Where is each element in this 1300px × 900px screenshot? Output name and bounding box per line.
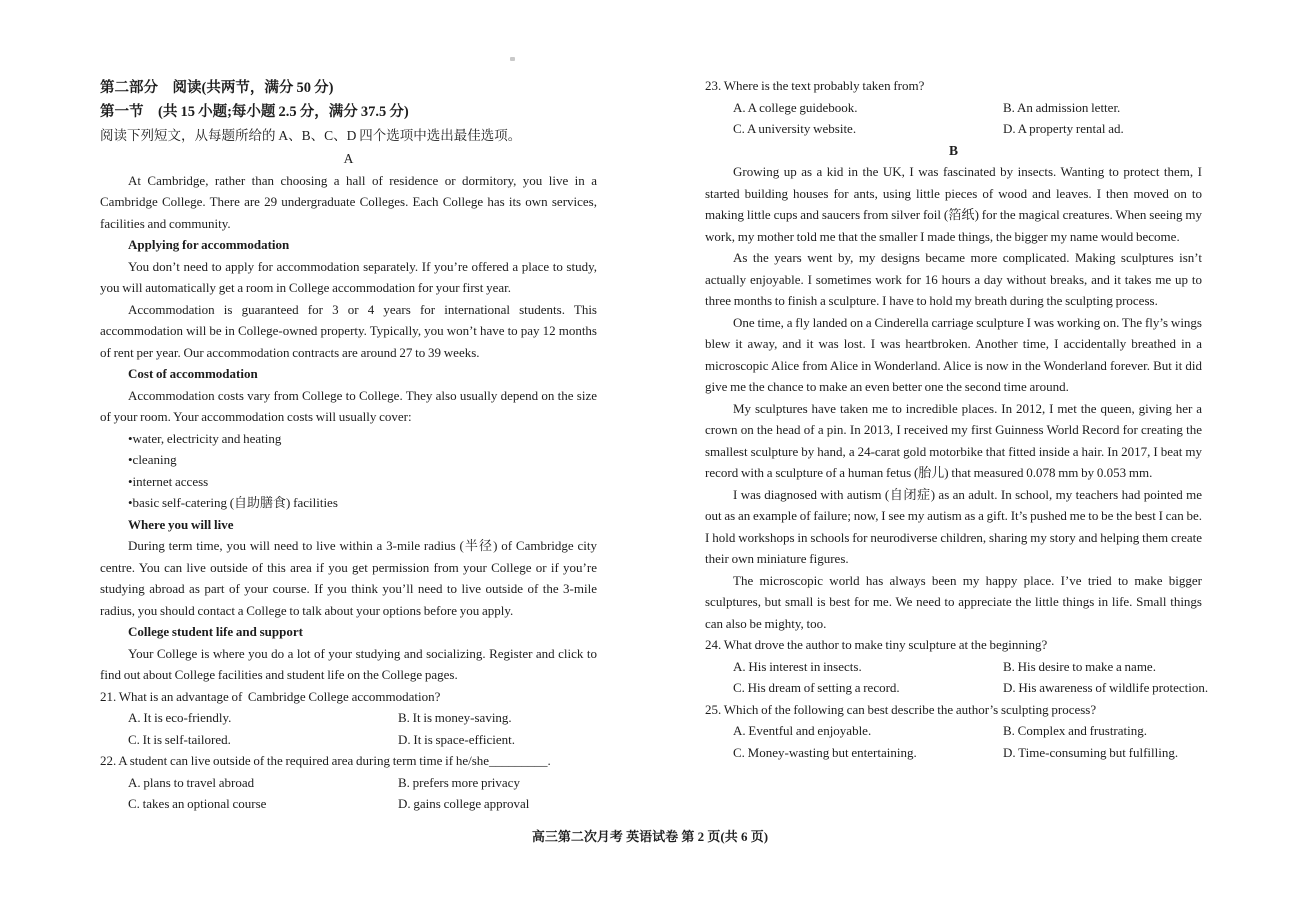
option-d: D. His awareness of wildlife protection. <box>1003 680 1209 695</box>
option-d: D. It is space-efficient. <box>398 731 516 747</box>
option-c: C. Money-wasting but entertaining. <box>733 744 917 760</box>
option-a: A. A college guidebook. <box>733 99 858 115</box>
question-24-options-row <box>705 677 1209 699</box>
option-c: C. His dream of setting a record. <box>733 680 900 695</box>
passage-paragraph: At Cambridge, rather than choosing a hall of residence or dormitory, you live in a Cambridge College. There are 29 undergraduate Colleges. Each College has its own services, facilities and community. <box>100 172 597 231</box>
option-a: A. plans to travel abroad <box>128 774 255 790</box>
bullet-item: •water, electricity and heating <box>128 430 282 446</box>
option-d: D. gains college approval <box>398 796 530 811</box>
bullet-item: •basic self-catering (自助膳食) facilities <box>128 495 338 510</box>
passage-paragraph: Your College is where you do a lot of your studying and socializing. Register and click to find out about College facilities and student life on the College pages. <box>100 645 597 682</box>
question-23-options-row <box>705 118 1202 140</box>
question-22-stem: 22. A student can live outside of the required area during term time if he/she_________. <box>100 753 551 768</box>
option-c: C. It is self-tailored. <box>128 731 231 747</box>
question-22-options-row <box>100 793 597 815</box>
passage-paragraph: Accommodation is guaranteed for 3 or 4 years for international students. This accommodation will be in College-owned property. Typically, you won’t have to pay 12 months of rent per year. Our accommodation contracts are around 27 to 39 weeks. <box>100 301 597 360</box>
page-footer: 高三第二次月考 英语试卷 第 2 页(共 6 页) <box>531 829 769 844</box>
scan-artifact <box>510 57 515 61</box>
passage-paragraph: Growing up as a kid in the UK, I was fascinated by insects. Wanting to protect them, I started building houses for ants, using little pieces of wood and leaves. I then moved on to making little cups and saucers from silver foil (箔纸) for the magical creatures. When seeing my work, my mother told me that the smaller I made things, the bigger my name would become. <box>705 164 1202 244</box>
question-21-stem: 21. What is an advantage of Cambridge College accommodation? <box>100 688 441 704</box>
option-d: D. Time-consuming but fulfilling. <box>1003 744 1179 760</box>
passage-paragraph: You don’t need to apply for accommodation separately. If you’re offered a place to study, you will automatically get a room in College accommodation for your first year. <box>100 258 597 295</box>
question-21-options-row <box>100 729 597 751</box>
question-25-stem: 25. Which of the following can best describe the author’s sculpting process? <box>705 701 1097 717</box>
option-d: D. A property rental ad. <box>1003 121 1124 136</box>
option-b: B. An admission letter. <box>1003 99 1121 115</box>
option-a: A. His interest in insects. <box>733 658 862 674</box>
question-25-options-row <box>705 720 1202 742</box>
option-a: A. Eventful and enjoyable. <box>733 723 872 738</box>
option-c: C. A university website. <box>733 121 857 136</box>
question-22-options-row <box>100 772 597 794</box>
bullet-item: •internet access <box>128 473 209 489</box>
option-a: A. It is eco-friendly. <box>128 710 232 725</box>
passage-subheading: Cost of accommodation <box>128 366 258 381</box>
left-column <box>100 76 597 815</box>
option-b: B. Complex and frustrating. <box>1003 723 1148 738</box>
question-25-options-row <box>705 742 1202 764</box>
passage-paragraph: As the years went by, my designs became more complicated. Making sculptures isn’t actually enjoyable. I sometimes work for 16 hours a day without breaks, and it takes me up to three months to finish a sculpture. I have to hold my breath during the sculpting process. <box>705 250 1202 308</box>
option-b: B. His desire to make a name. <box>1003 658 1156 674</box>
section-instructions: 阅读下列短文，从每题所给的 A、B、C、D 四个选项中选出最佳选项。 <box>100 128 522 143</box>
question-23-stem: 23. Where is the text probably taken from? <box>705 78 925 93</box>
passage-subheading: Where you will live <box>128 516 234 532</box>
option-b: B. It is money-saving. <box>398 710 512 725</box>
passage-a-label: A <box>343 151 354 166</box>
question-21-options-row <box>100 707 597 729</box>
part-heading: 第二部分 阅读(共两节，满分 50 分) <box>100 80 334 96</box>
passage-paragraph: One time, a fly landed on a Cinderella carriage sculpture I was working on. The fly’s wings blew it away, and it was lost. I was heartbroken. Another time, I accidentally breathed in a microscopic Alice from Alice in Wonderland. Alice is now in the Wonderland forever. But it did give me the chance to make an even better one the second time around. <box>705 314 1202 394</box>
question-23-options-row <box>705 97 1202 119</box>
section-heading: 第一节 (共 15 小题;每小题 2.5 分，满分 37.5 分) <box>100 104 409 120</box>
bullet-item: •cleaning <box>128 452 177 467</box>
passage-paragraph: Accommodation costs vary from College to College. They also usually depend on the size of your room. Your accommodation costs will usually cover: <box>100 387 597 424</box>
option-b: B. prefers more privacy <box>398 774 520 790</box>
question-24-stem: 24. What drove the author to make tiny sculpture at the beginning? <box>705 637 1048 652</box>
passage-paragraph: I was diagnosed with autism (自闭症) as an adult. In school, my teachers had pointed me out as an example of failure; now, I see my autism as a gift. It’s pushed me to be the best I can be. I hold workshops in schools for neurodiverse children, sharing my story and helping them create their own miniature figures. <box>705 486 1202 566</box>
option-c: C. takes an optional course <box>128 796 267 811</box>
passage-subheading: College student life and support <box>128 624 303 639</box>
passage-paragraph: My sculptures have taken me to incredible places. In 2012, I met the queen, giving her a crown on the head of a pin. In 2013, I received my first Guinness World Record for creating the smallest sculpture by hand, a 24-carat gold motorbike that fitted inside a hair. In 2017, I beat my record with a sculpture of a human fetus (胎儿) that measured 0.078 mm by 0.053 mm. <box>705 400 1202 480</box>
question-24-options-row <box>705 656 1202 678</box>
passage-paragraph: The microscopic world has always been my happy place. I’ve tried to make bigger sculptures, but small is best for me. We need to appreciate the little things in life. Small things can also be mighty, too. <box>705 572 1202 631</box>
passage-b-label: B <box>948 142 958 158</box>
passage-subheading: Applying for accommodation <box>128 237 290 252</box>
right-column <box>705 75 1209 763</box>
passage-paragraph: During term time, you will need to live within a 3-mile radius (半径) of Cambridge city centre. You can live outside of this area if you get permission from your College or if you’re studying abroad as part of your course. If you think you’ll need to live outside of the 3-mile radius, you should contact a College to talk about your options before you apply. <box>100 538 597 618</box>
